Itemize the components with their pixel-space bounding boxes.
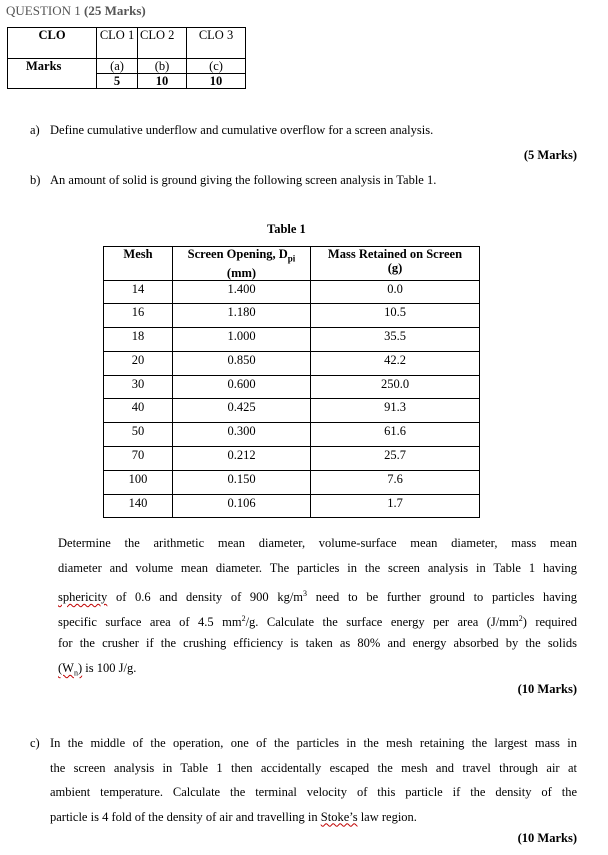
opening-cell: 1.000 xyxy=(173,328,311,352)
mass-cell: 250.0 xyxy=(311,375,480,399)
opening-cell: 0.850 xyxy=(173,351,311,375)
part-c-label: c) xyxy=(30,736,40,750)
mesh-cell: 100 xyxy=(104,470,173,494)
part-a-marks: 5 xyxy=(97,74,138,89)
table-row xyxy=(104,470,480,494)
opening-header: Screen Opening, $D_{pi}$ (mm) xyxy=(173,247,311,281)
question-total-marks: (25 Marks) xyxy=(84,3,146,18)
question-number: QUESTION 1 xyxy=(6,3,81,18)
table-row xyxy=(104,304,480,328)
clo-3: CLO 3 xyxy=(187,28,246,59)
part-b-label: b) xyxy=(30,173,41,187)
opening-cell: 0.600 xyxy=(173,375,311,399)
mesh-cell: 20 xyxy=(104,351,173,375)
table-row xyxy=(104,494,480,518)
clo-2: CLO 2 xyxy=(138,28,187,59)
paragraph-line: $(W_n)$ is 100 J/g. xyxy=(58,661,137,678)
marks-label: Marks xyxy=(8,59,97,89)
table-row xyxy=(104,328,480,352)
mass-cell: 10.5 xyxy=(311,304,480,328)
opening-cell: 0.212 xyxy=(173,447,311,471)
mesh-cell: 40 xyxy=(104,399,173,423)
mass-cell: 0.0 xyxy=(311,280,480,304)
part-c-marks-text: (10 Marks) xyxy=(517,831,577,845)
mesh-cell: 16 xyxy=(104,304,173,328)
mass-cell: 1.7 xyxy=(311,494,480,518)
screen-analysis-table xyxy=(103,246,480,518)
paragraph-line: for the crusher if the crushing efficiency is taken as 80% and energy absorbed by the solids xyxy=(58,636,577,650)
paragraph-line: ambient temperature. Calculate the terminal velocity of this particle if the density of the xyxy=(50,785,577,799)
question-title xyxy=(6,3,146,19)
mass-cell: 42.2 xyxy=(311,351,480,375)
table-row xyxy=(104,399,480,423)
part-c-ref: (c) xyxy=(187,59,246,74)
part-b-marks-text: (10 Marks) xyxy=(517,682,577,696)
mesh-cell: 30 xyxy=(104,375,173,399)
mass-cell: 35.5 xyxy=(311,328,480,352)
paragraph-line: the screen analysis in Table 1 then accidentally escaped the mesh and travel through air at xyxy=(50,760,577,775)
part-c-paragraph xyxy=(30,731,577,829)
part-b-ref: (b) xyxy=(138,59,187,74)
table-caption: Table 1 xyxy=(267,222,306,236)
mesh-cell: 50 xyxy=(104,423,173,447)
table-row xyxy=(104,447,480,471)
table-row xyxy=(104,375,480,399)
mass-cell: 7.6 xyxy=(311,470,480,494)
part-b-marks: 10 xyxy=(138,74,187,89)
part-a-label: a) xyxy=(30,123,40,137)
paragraph-line: particle is 4 fold of the density of air and travelling in Stoke’s law region. xyxy=(50,809,417,824)
table-row xyxy=(104,351,480,375)
clo-table xyxy=(7,27,246,89)
mesh-cell: 18 xyxy=(104,328,173,352)
clo-1: CLO 1 xyxy=(97,28,138,59)
table-row xyxy=(104,423,480,447)
opening-cell: 1.180 xyxy=(173,304,311,328)
opening-cell: 0.106 xyxy=(173,494,311,518)
part-c-marks: 10 xyxy=(187,74,246,89)
part-a-text: Define cumulative underflow and cumulative overflow for a screen analysis. xyxy=(50,123,434,137)
part-a-ref: (a) xyxy=(97,59,138,74)
opening-cell: 0.425 xyxy=(173,399,311,423)
mesh-cell: 70 xyxy=(104,447,173,471)
paragraph-line: sphericity of 0.6 and density of 900 $kg/m^3$ need to be further ground to particles having xyxy=(58,589,577,605)
part-b-text: An amount of solid is ground giving the following screen analysis in Table 1. xyxy=(50,173,437,187)
mesh-cell: 14 xyxy=(104,280,173,304)
opening-cell: 0.150 xyxy=(173,470,311,494)
clo-header-label: CLO xyxy=(8,28,97,59)
part-a-marks-text: (5 Marks) xyxy=(523,148,577,162)
paragraph-line: specific surface area of 4.5 $mm^2/g$. Calculate the surface energy per area $(J/mm^2)$ required xyxy=(58,614,577,630)
mesh-cell: 140 xyxy=(104,494,173,518)
opening-cell: 1.400 xyxy=(173,280,311,304)
paragraph-line: Determine the arithmetic mean diameter, volume-surface mean diameter, mass mean xyxy=(58,536,577,550)
mass-header: Mass Retained on Screen (g) xyxy=(311,247,480,281)
paragraph-line: In the middle of the operation, one of the particles in the mesh retaining the largest mass in xyxy=(50,736,577,750)
mass-cell: 91.3 xyxy=(311,399,480,423)
paragraph-line: diameter and volume mean diameter. The particles in the screen analysis in Table 1 having xyxy=(58,561,577,575)
opening-cell: 0.300 xyxy=(173,423,311,447)
mass-cell: 25.7 xyxy=(311,447,480,471)
mass-cell: 61.6 xyxy=(311,423,480,447)
table-row xyxy=(104,280,480,304)
part-b-paragraph xyxy=(58,531,577,681)
mesh-header: Mesh xyxy=(104,247,173,281)
